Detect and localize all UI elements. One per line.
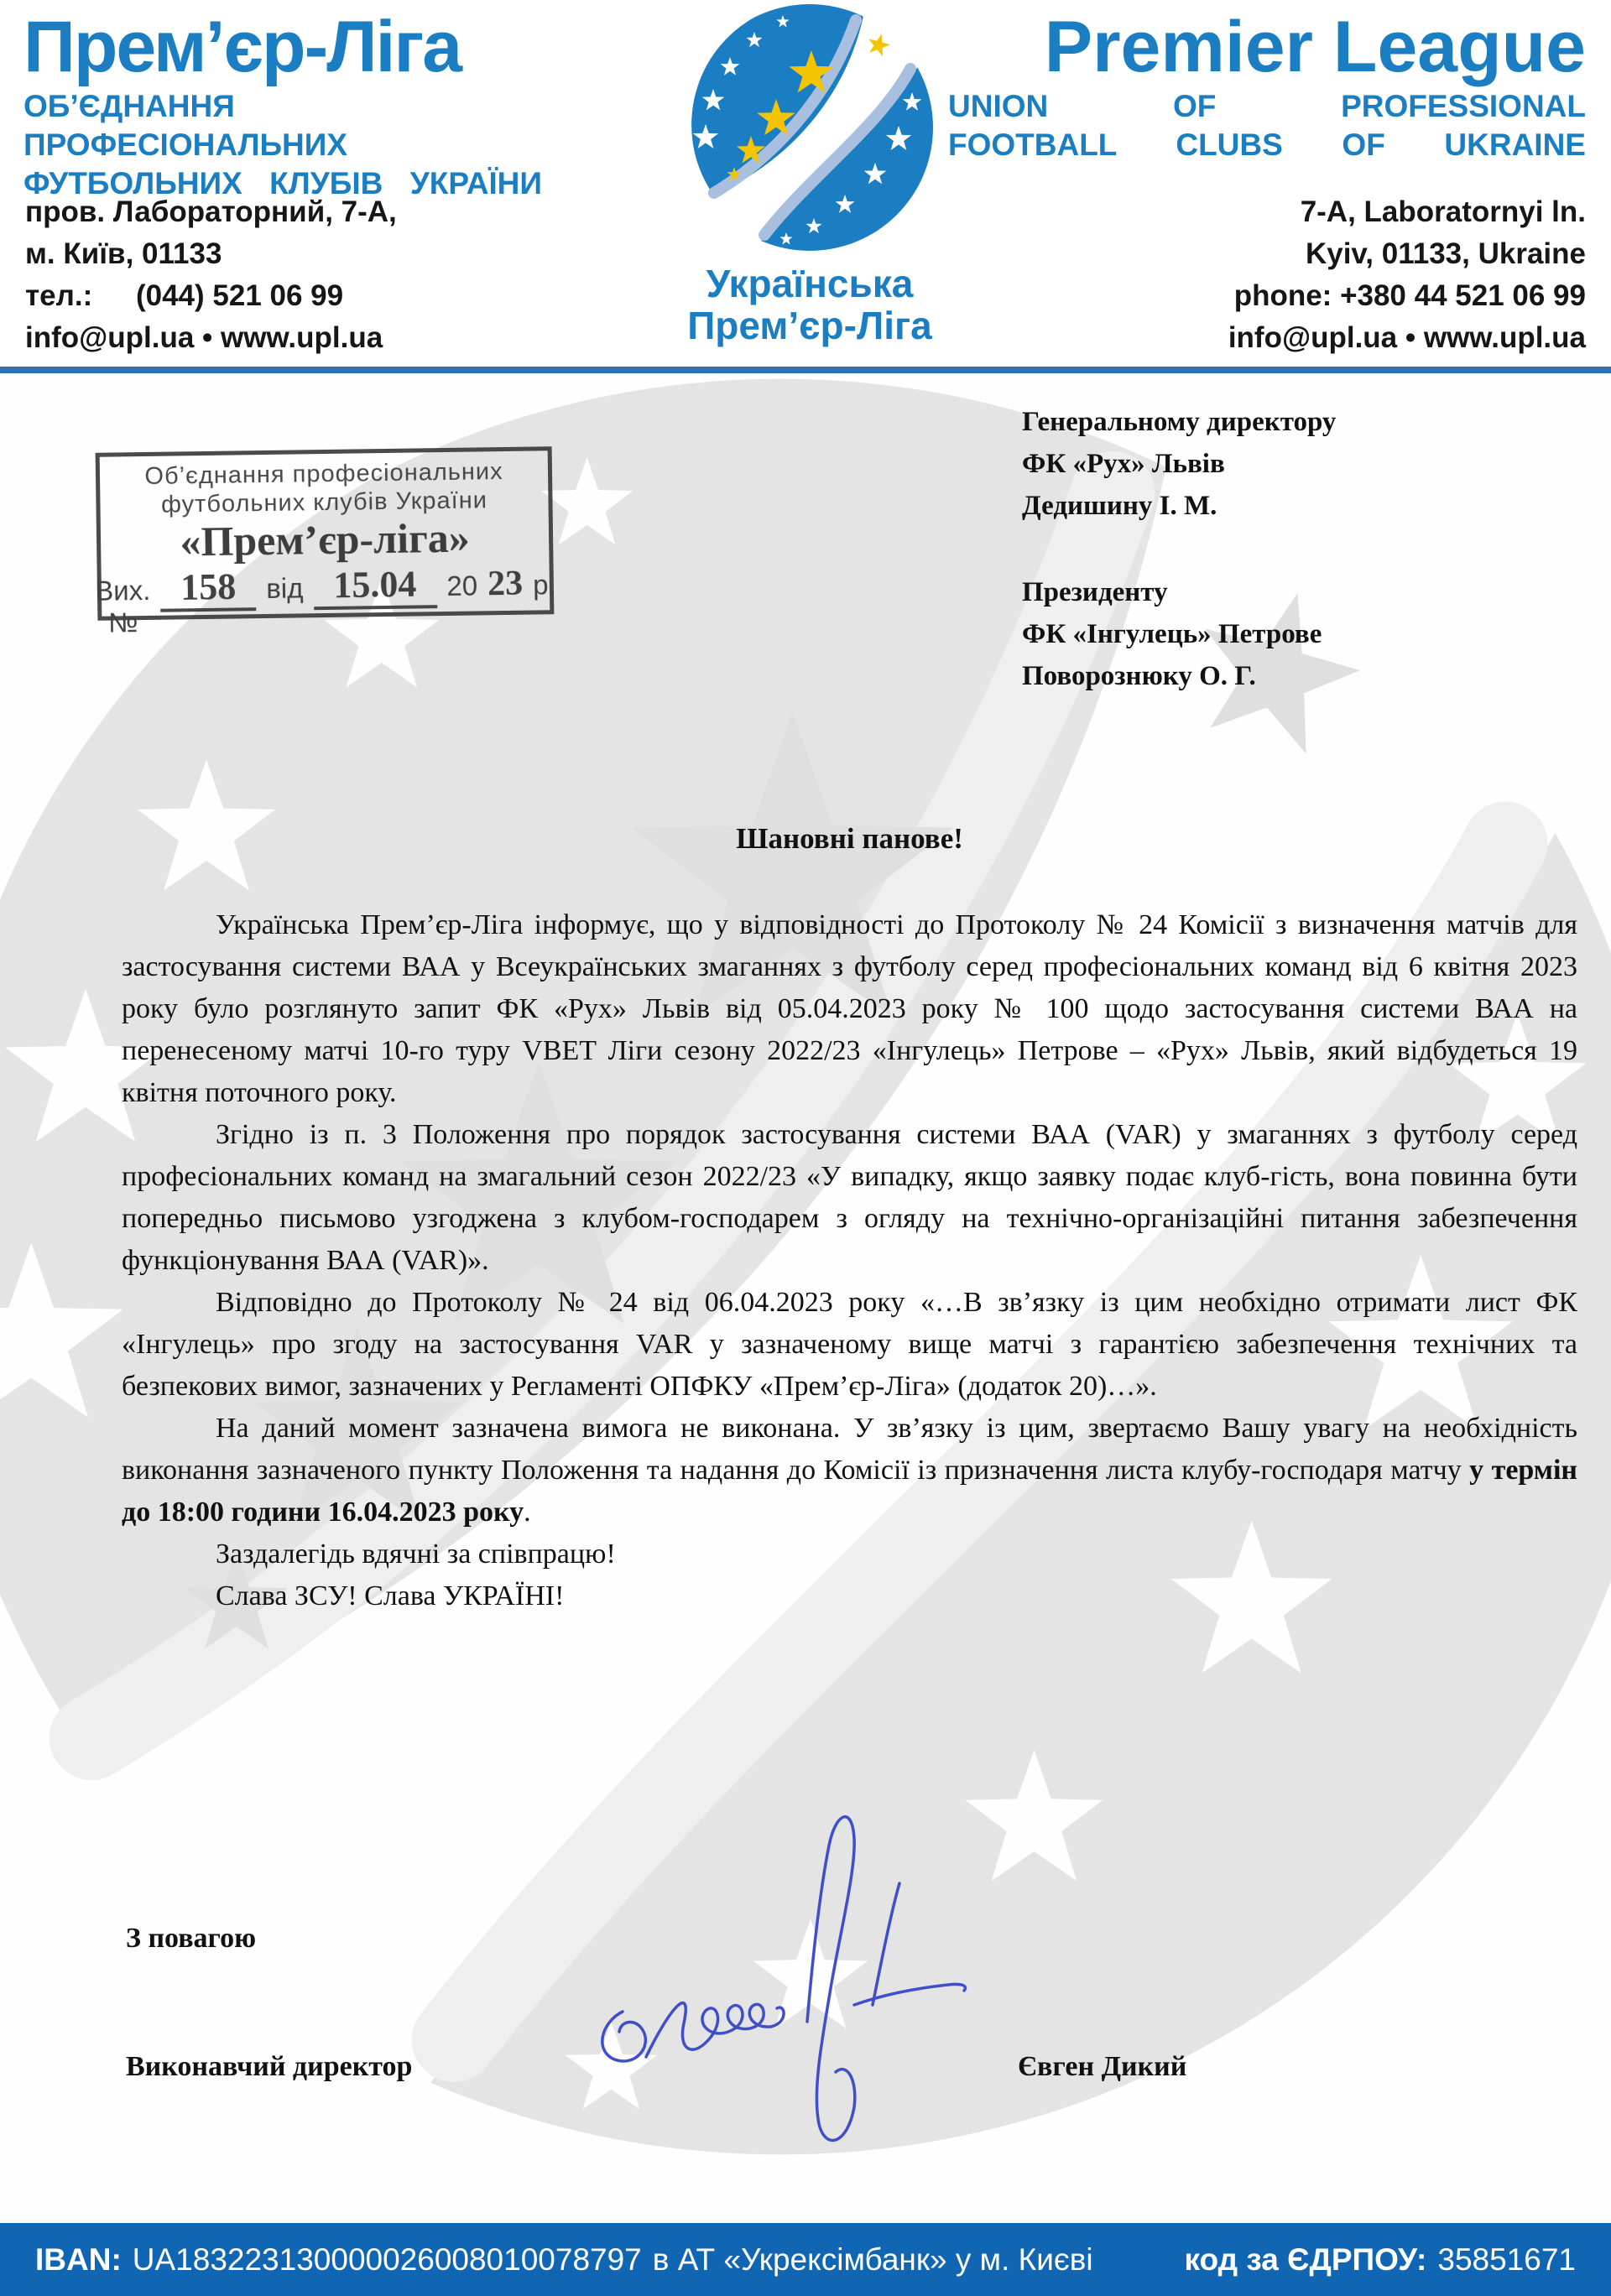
stamp-ref-row: [94, 560, 556, 638]
org-title-en: Premier League: [1044, 7, 1586, 87]
paragraph-2: Згідно із п. 3 Положення про порядок застосування системи ВАА (VAR) у змаганнях з футболу серед професіональних команд на змагальний сезон 2022/23 «У випадку, якщо заявку подає клуб-гість, вона повинна бути попередньо письмово узгоджена з клубом-господарем з огляду на технічно-організаційні питання забезпечення функціонування ВАА (VAR)».: [122, 1119, 1577, 1276]
signer-title: Виконавчий директор: [126, 2051, 413, 2082]
closing-phrase: З повагою: [126, 1923, 257, 1954]
phone-label-ua: тел.:: [25, 279, 93, 312]
paragraph-glory: Слава ЗСУ! Слава УКРАЇНІ!: [216, 1580, 565, 1611]
stamp-ref-label: Вих. №: [94, 574, 151, 638]
letterhead: [0, 0, 1611, 367]
stamp-org-line2: футбольних клубів України: [160, 487, 488, 518]
paragraph-1: Українська Прем’єр-Ліга інформує, що у відповідності до Протоколу № 24 Комісії з визначення матчів для застосування системи ВАА у Всеукраїнських змаганнях з футболу серед професіональних команд від 6 квітня 2023 року було розглянуто запит ФК «Рух» Львів від 05.04.2023 року № 100 щодо застосування системи ВАА на перенесеному матчі 10-го туру VBET Ліги сезону 2022/23 «Інгулець» Петрове – «Рух» Львів, який відбудеться 19 квітня поточного року.: [122, 909, 1577, 1108]
paragraph-3: Відповідно до Протоколу № 24 від 06.04.2023 року «…В зв’язку із цим необхідно отримати лист ФК «Інгулець» про згоду на застосування VAR у зазначеному вище матчі з гарантією забезпечення технічних та безпекових вимог, зазначених у Регламенті ОПФКУ «Прем’єр-Ліга» (додаток 20)…».: [122, 1287, 1577, 1402]
phone-number-ua: (044) 521 06 99: [135, 279, 344, 312]
stamp-year-suffix: р.: [532, 569, 556, 601]
paragraph-4: [122, 1408, 1577, 1533]
org-subtitle-ua-line1: ОБ’ЄДНАННЯ ПРОФЕСІОНАЛЬНИХ: [23, 89, 348, 162]
upl-ball-logo: [684, 2, 936, 253]
org-subtitle-en-line2: FOOTBALL CLUBS OF UKRAINE: [948, 128, 1586, 162]
contact-block-en: [1228, 191, 1586, 359]
email-web-ua: info@upl.ua • www.upl.ua: [25, 321, 383, 354]
recipient-blocks: [1022, 401, 1336, 697]
address-en-line1: 7-A, Laboratornyi ln.: [1300, 195, 1586, 228]
letter-body: [122, 904, 1577, 1617]
recipient-block-2: [1022, 571, 1336, 697]
phone-en-line: phone: +380 44 521 06 99: [1233, 279, 1586, 312]
bank-name: в АТ «Укрексімбанк» у м. Києві: [652, 2241, 1093, 2277]
stamp-year-prefix: 20: [446, 570, 478, 601]
email-web-en: info@upl.ua • www.upl.ua: [1228, 321, 1586, 354]
phone-ua-line: [25, 275, 397, 317]
registration-stamp: [94, 446, 556, 638]
salutation: Шановні панове!: [736, 822, 963, 855]
handwritten-signature-ink: [587, 1795, 1057, 2164]
iban-label: IBAN:: [35, 2241, 122, 2277]
iban-value: UA183223130000026008010078797: [132, 2241, 642, 2277]
paragraph-thanks: Заздалегідь вдячні за співпрацю!: [216, 1538, 616, 1570]
address-ua-line2: м. Київ, 01133: [25, 237, 222, 270]
edrpou-group: [1184, 2242, 1576, 2278]
recipient-line: Дедишину І. М.: [1022, 491, 1217, 521]
address-en-line2: Kyiv, 01133, Ukraine: [1305, 237, 1586, 270]
stamp-org-line1: Об’єднання професіональних: [144, 458, 503, 490]
recipient-line: ФК «Інгулець» Петрове: [1022, 619, 1322, 649]
org-subtitle-ua-line2: ФУТБОЛЬНИХ КЛУБІВ УКРАЇНИ: [23, 166, 542, 200]
stamp-ref-number: 158: [160, 565, 257, 612]
edrpou-label: код за ЄДРПОУ:: [1184, 2241, 1427, 2277]
stamp-year-value: 23: [487, 564, 524, 604]
letterhead-right: [948, 7, 1586, 164]
recipient-line: Поворознюку О. Г.: [1022, 661, 1256, 691]
address-ua-line1: пров. Лабораторний, 7-А,: [25, 195, 397, 228]
header-divider-rule: [0, 367, 1611, 373]
logo-caption: [675, 263, 944, 346]
logo-caption-line1: Українська: [706, 262, 914, 305]
paragraph-4-text: На даний момент зазначена вимога не виконана. У зв’язку із цим, звертаємо Вашу увагу на необхідність виконання зазначеного пункту Положення та надання до Комісії із призначення листа клубу-господаря матчу: [122, 1413, 1577, 1486]
logo-caption-line2: Прем’єр-Ліга: [687, 304, 932, 347]
recipient-line: Генеральному директору: [1022, 407, 1337, 437]
paragraph-4-period: .: [524, 1497, 531, 1528]
letterhead-left: [23, 7, 560, 203]
signer-name: Євген Дикий: [1018, 2051, 1187, 2082]
upl-logo-block: [675, 2, 944, 346]
org-title-ua: Прем’єр-Ліга: [23, 7, 461, 87]
paragraph-4-deadline-bold: у термін до 18:00 години 16.04.2023 року: [122, 1455, 1577, 1528]
stamp-date-label: від: [266, 572, 304, 604]
recipient-line: ФК «Рух» Львів: [1022, 449, 1225, 479]
recipient-line: Президенту: [1022, 577, 1168, 607]
org-subtitle-en-line1: UNION OF PROFESSIONAL: [948, 89, 1586, 123]
stamp-date-value: 15.04: [313, 562, 437, 610]
stamp-org-name: «Прем’єр-ліга»: [180, 513, 471, 565]
recipient-block-1: [1022, 401, 1336, 527]
iban-group: [35, 2242, 1093, 2278]
contact-block-ua: [25, 191, 397, 359]
footer-bank-bar: [0, 2223, 1611, 2296]
edrpou-value: 35851671: [1437, 2241, 1576, 2277]
